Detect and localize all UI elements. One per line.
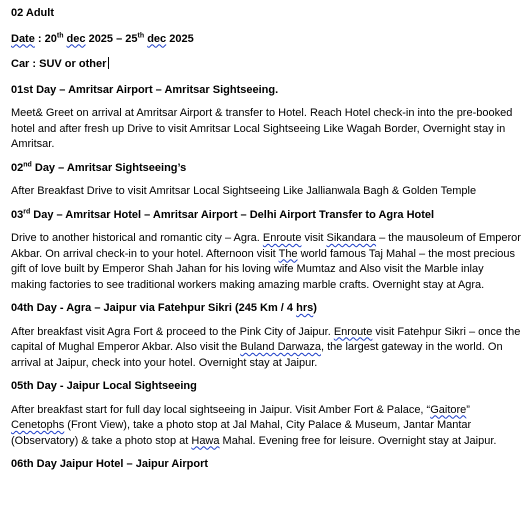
day3-text: [11, 231, 521, 293]
date-label: Date: [11, 32, 35, 45]
adults-line: [11, 6, 521, 22]
day5-spell-word3: Hawa: [191, 434, 220, 447]
day4-spell-word1: Enroute: [333, 325, 373, 338]
day3-text-part4: world famous Taj Mahal – the most precious gift of love built by Emperor Shah Jahan for his loving wife Mumtaz and Also visit the Marble inlay making factories to see traditional workers making amazing marble crafts. Overnight stay at Agra.: [11, 247, 516, 291]
day2-number: 02: [11, 161, 24, 174]
date-start-year: 2025 – 25: [85, 32, 138, 45]
date-end-year: 2025: [166, 32, 194, 45]
day4-text-part1: After breakfast visit Agra Fort & proceed to the Pink City of Jaipur.: [11, 325, 334, 338]
day5-text-part4: Mahal. Evening free for leisure. Overnight stay at Jaipur.: [219, 434, 497, 447]
day3-number: 03: [11, 208, 24, 221]
day3-spell-word3: The: [278, 247, 298, 260]
day2-suffix: nd: [23, 160, 32, 168]
day4-heading: [11, 301, 521, 317]
day4-text: [11, 325, 521, 372]
day5-heading: 05th Day - Jaipur Local Sightseeing: [11, 380, 197, 392]
day6-heading: 06th Day Jaipur Hotel – Jaipur Airport: [11, 458, 209, 470]
date-end-suffix: th: [137, 31, 145, 39]
date-start-day: 20: [44, 32, 57, 45]
day3-text-part2: visit: [301, 232, 327, 244]
car-line[interactable]: [11, 57, 521, 73]
adults-text: 02 Adult: [11, 7, 54, 19]
day4-spell-word2: Buland Darwaza: [240, 341, 321, 353]
day4-text-part2: visit Fatehpur Sikri – once the capital of Mughal Emperor Akbar. Also visit the: [11, 325, 521, 353]
date-line: [11, 32, 521, 48]
day2-title: Day – Amritsar Sightseeing’s: [31, 161, 187, 174]
day5-text-part3: (Front View), take a photo stop at Jal Mahal, City Palace & Museum, Jantar Mantar (Observatory) & take a photo stop at: [11, 419, 472, 447]
day5-text: [11, 403, 521, 450]
date-start-suffix: th: [56, 31, 64, 39]
day3-spell-word2: Sikandara: [326, 232, 377, 244]
text-cursor: [108, 57, 109, 69]
car-text: Car : SUV or other: [11, 58, 107, 70]
day1-heading: 01st Day – Amritsar Airport – Amritsar Sightseeing.: [11, 83, 279, 96]
day5-text-part1: After breakfast start for full day local sightseeing in Jaipur. Visit Amber Fort & Palace, “: [11, 403, 431, 416]
day5-spell-word2: Cenetophs: [11, 419, 65, 431]
day4-text-part3: , the largest gateway in the world. On arrival at Jaipur, check into your hotel. Overnight stay at Jaipur.: [11, 341, 503, 369]
day4-title-end: ): [313, 302, 317, 314]
day2-heading: [11, 161, 521, 177]
day2-text: After Breakfast Drive to visit Amritsar Local Sightseeing Like Jallianwala Bagh & Golden Temple: [11, 185, 477, 197]
day3-suffix: rd: [23, 207, 31, 215]
date-start-month: dec: [66, 32, 86, 45]
day4-spell-word: hrs: [296, 302, 314, 314]
day3-text-part3: – the mausoleum of Emperor Akbar. On arrival check-in to your hotel. Afternoon visit: [11, 232, 521, 260]
day1-text: Meet& Greet on arrival at Amritsar Airport & transfer to Hotel. Reach Hotel check-in into the pre-booked hotel and after fresh up Drive to visit Amritsar Local Sightseeing Like Wagah Border, Overnight stay in Amritsar.: [11, 107, 513, 150]
day5-spell-word1: Gaitore: [430, 403, 467, 416]
day3-text-part1: Drive to another historical and romantic city – Agra.: [11, 232, 263, 244]
day5-text-part2: ”: [466, 403, 470, 416]
day3-title: Day – Amritsar Hotel – Amritsar Airport – Delhi Airport Transfer to Agra Hotel: [30, 208, 435, 221]
date-separator: :: [34, 32, 45, 45]
date-end-month: dec: [147, 32, 167, 45]
day3-spell-word1: Enroute: [262, 232, 302, 244]
day3-heading: [11, 208, 521, 224]
day4-title: 04th Day - Agra – Jaipur via Fatehpur Sikri (245 Km / 4: [11, 302, 297, 314]
